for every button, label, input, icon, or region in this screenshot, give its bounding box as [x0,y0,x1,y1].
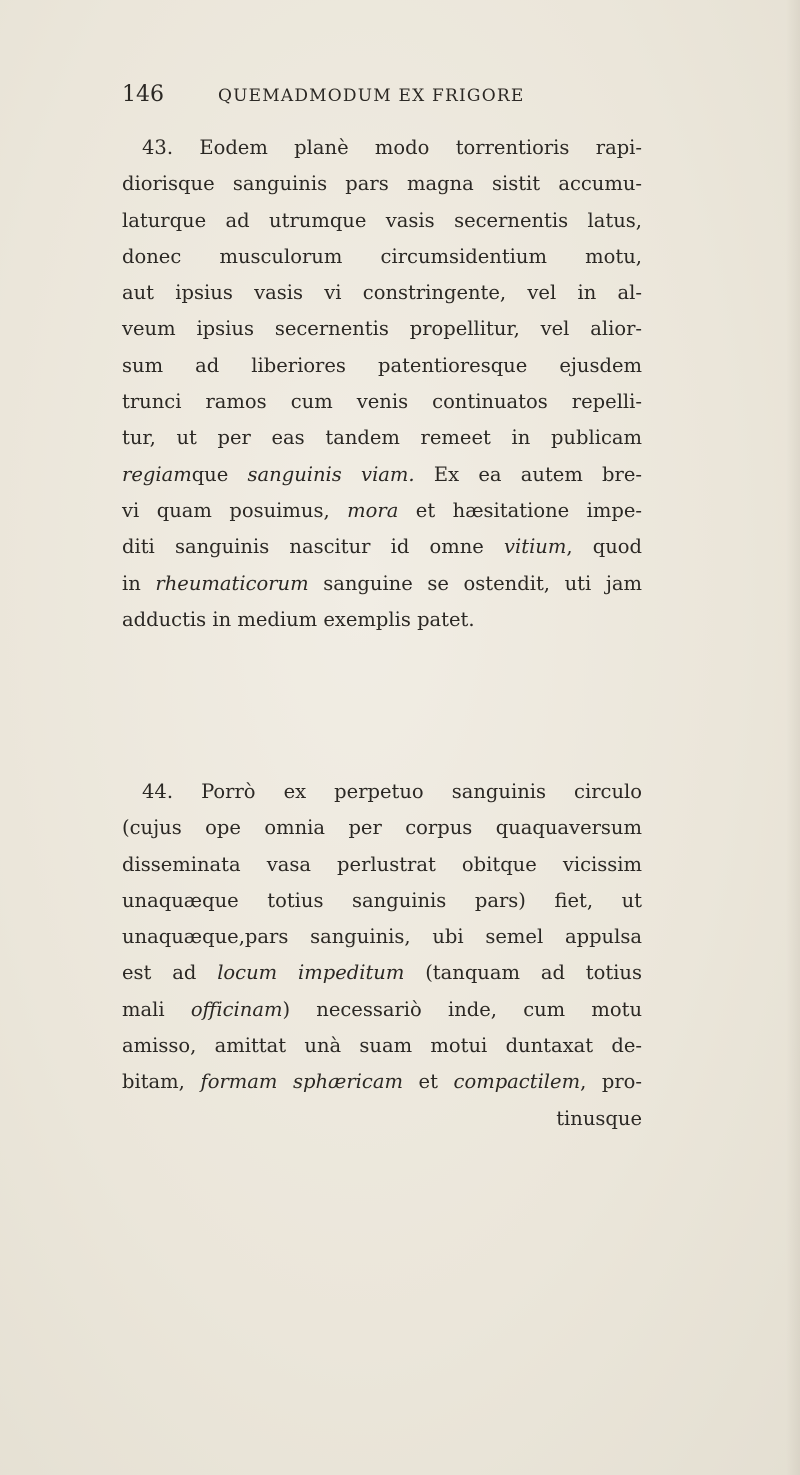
page-number: 146 [122,82,164,107]
text-line [122,457,642,493]
text-line [122,919,642,955]
text-segment: sanguine se ostendit, uti jam [308,571,642,595]
running-title: QUEMADMODUM EX FRIGORE [218,86,525,106]
text-segment: sum ad liberiores patentioresque ejusdem [122,353,642,377]
text-segment: amisso, amittat unà suam motui duntaxat de- [122,1034,642,1058]
text-segment: , quod [566,535,642,559]
paragraph-43 [122,130,642,638]
text-segment: in [122,571,156,595]
text-line [122,384,642,420]
text-segment: unaquæque,pars sanguinis, ubi semel appulsa [122,925,642,949]
text-segment: diti sanguinis nascitur id omne [122,535,504,559]
text-segment: ) necessariò inde, cum motu [282,997,643,1021]
text-segment: et [402,1070,454,1094]
text-line [122,992,642,1028]
text-segment: (tanquam ad totius [404,961,642,985]
italic-text: rheumaticorum [155,571,309,595]
text-segment: Ex ea autem bre- [414,462,642,486]
text-segment: laturque ad utrumque vasis secernentis latus, [122,208,642,232]
text-segment: disseminata vasa perlustrat obitque vicissim [122,852,642,876]
text-segment: donec musculorum circumsidentium motu, [122,244,642,268]
text-line [122,420,642,456]
text-segment: bitam, [122,1070,201,1094]
text-line [122,239,642,275]
text-line [122,774,642,810]
text-line [122,883,642,919]
italic-text: vitium [503,535,567,559]
text-segment: 43. Eodem planè modo torrentioris rapi- [142,136,642,159]
italic-text: formam sphæricam [200,1070,403,1094]
text-line [122,1028,642,1064]
text-line [122,166,642,202]
text-segment: vi quam posuimus, [122,498,348,522]
text-line [122,1064,642,1100]
text-line [122,203,642,239]
text-segment: 44. Porrò ex perpetuo sanguinis circulo [142,780,642,803]
text-line [122,1101,642,1137]
italic-text: locum impeditum [217,961,405,985]
text-line [122,311,642,347]
text-segment: aut ipsius vasis vi constringente, vel in al- [122,281,642,305]
text-segment: tinusque [556,1106,642,1130]
text-line [122,955,642,991]
text-line [122,275,642,311]
text-line [122,493,642,529]
italic-text: sanguinis viam. [247,462,415,486]
text-line [122,130,642,166]
text-line [122,847,642,883]
text-line [122,529,642,565]
text-line [122,810,642,846]
text-segment: unaquæque totius sanguinis pars) fiet, ut [122,888,642,912]
text-segment: mali [122,997,191,1021]
text-segment: adductis in medium exemplis patet. [122,607,475,631]
text-segment: diorisque sanguinis pars magna sistit accumu- [122,172,642,196]
text-segment: veum ipsius secernentis propellitur, vel alior- [122,317,642,341]
text-segment: (cujus ope omnia per corpus quaquaversum [122,816,642,840]
text-segment: trunci ramos cum venis continuatos repelli- [122,390,642,414]
italic-text: mora [347,498,399,522]
italic-text: compactilem [453,1070,581,1094]
page-edge-shadow [786,0,800,1475]
text-segment: et hæsitatione impe- [398,498,642,522]
text-line [122,602,642,638]
text-segment: que [191,462,248,486]
text-line [122,348,642,384]
page-header [122,78,642,118]
italic-text: regiam [122,462,192,486]
text-line [122,566,642,602]
text-segment: tur, ut per eas tandem remeet in publicam [122,426,642,450]
text-segment: , pro- [580,1070,643,1094]
italic-text: officinam [190,997,283,1021]
text-segment: est ad [122,961,218,985]
paragraph-44 [122,774,642,1137]
